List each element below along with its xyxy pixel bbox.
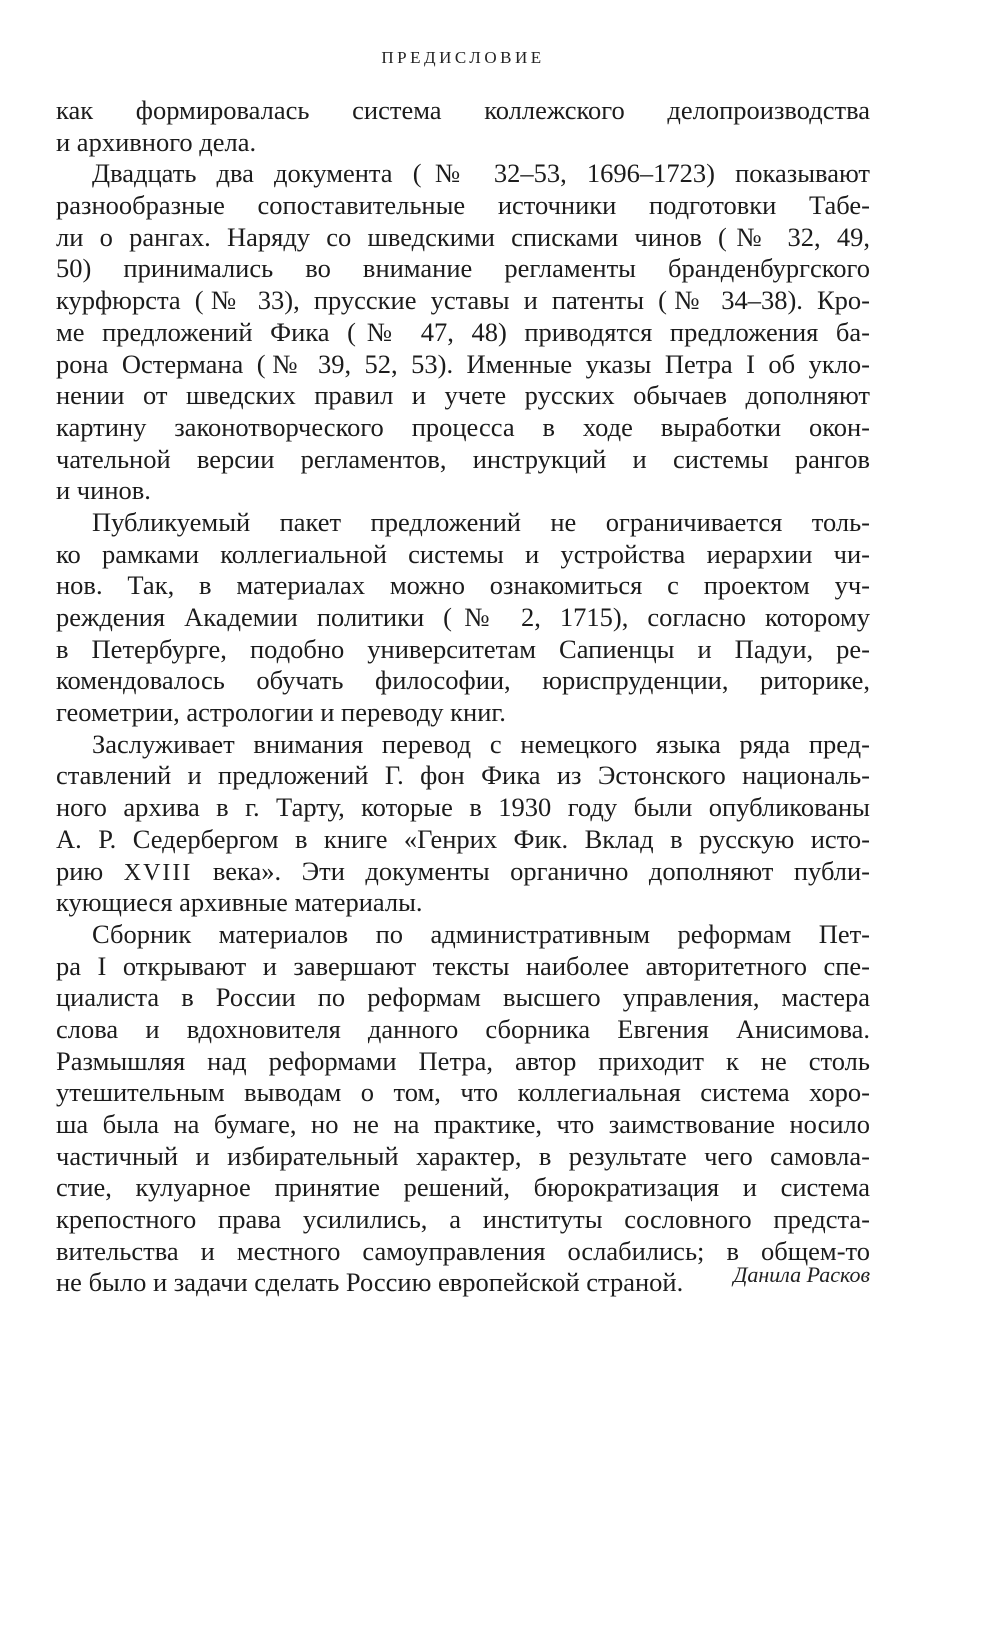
text-line: комендовалось обучать философии, юриспруденции, риторике, <box>56 665 870 696</box>
text-line: кующиеся архивные материалы. <box>56 887 423 918</box>
text-line: картину законотворческого процесса в ходе выработки окон- <box>56 411 870 442</box>
text-line: не было и задачи сделать Россию европейской страной. <box>56 1267 684 1298</box>
text-line: в Петербурге, подобно университетам Сапиенцы и Падуи, ре- <box>56 633 870 664</box>
text-line: 50) принимались во внимание регламенты бранденбургского <box>56 253 870 284</box>
text-line: ного архива в г. Тарту, которые в 1930 году были опубликованы <box>56 792 870 823</box>
paragraph-2 <box>56 158 870 507</box>
text-line: слова и вдохновителя данного сборника Евгения Анисимова. <box>56 1013 870 1044</box>
text-line: нов. Так, в материалах можно ознакомиться с проектом уч- <box>56 570 870 601</box>
body-text <box>56 95 870 1299</box>
text-line: ша была на бумаге, но не на практике, что заимствование носило <box>56 1109 870 1139</box>
text-line: ко рамками коллегиальной системы и устройства иерархии чи- <box>56 538 870 569</box>
text-line: рона Остермана (№ 39, 52, 53). Именные указы Петра I об укло- <box>56 348 870 379</box>
text-line: Размышляя над реформами Петра, автор приходит к не столь <box>56 1045 870 1076</box>
text-line: геометрии, астрологии и переводу книг. <box>56 697 506 728</box>
text-line: стие, кулуарное принятие решений, бюрократизация и система <box>56 1172 870 1203</box>
paragraph-4 <box>56 729 870 919</box>
text-line: ли о рангах. Наряду со шведскими списками чинов (№ 32, 49, <box>56 221 870 252</box>
text-line: утешительным выводам о том, что коллегиальная система хоро- <box>56 1077 870 1108</box>
text-line: А. Р. Седербергом в книге «Генрих Фик. Вклад в русскую исто- <box>56 823 870 854</box>
text-line: частичный и избирательный характер, в результате чего самовла- <box>56 1140 870 1171</box>
text-line: Заслуживает внимания перевод с немецкого языка ряда пред- <box>92 728 870 759</box>
text-line: Сборник материалов по административным реформам Пет- <box>92 918 870 949</box>
text-fragment: рию <box>56 855 124 886</box>
text-line: и чинов. <box>56 475 151 506</box>
document-page <box>56 0 870 1633</box>
text-line: ме предложений Фика (№ 47, 48) приводятся предложения ба- <box>56 316 870 347</box>
text-line: чательной версии регламентов, инструкций и системы рангов <box>56 443 870 474</box>
text-line: реждения Академии политики (№ 2, 1715), согласно которому <box>56 602 870 632</box>
text-line: нении от шведских правил и учете русских обычаев дополняют <box>56 380 870 411</box>
text-line: циалиста в России по реформам высшего управления, мастера <box>56 982 870 1013</box>
text-line: ставлений и предложений Г. фон Фика из Эстонского националь- <box>56 760 870 791</box>
text-line <box>56 856 870 888</box>
text-line: Двадцать два документа (№ 32–53, 1696–1723) показывают <box>92 158 870 189</box>
text-line: курфюрста (№ 33), прусские уставы и патенты (№ 34–38). Кро- <box>56 285 870 316</box>
text-line: разнообразные сопоставительные источники подготовки Табе- <box>56 190 870 221</box>
text-line: крепостного права усилились, а институты сословного предста- <box>56 1204 870 1235</box>
text-line: ра I открывают и завершают тексты наиболее авторитетного спе- <box>56 950 870 981</box>
text-line: как формировалась система коллежского делопроизводства <box>56 95 870 125</box>
text-fragment: века». Эти документы органично дополняют публи- <box>192 855 871 886</box>
text-line: и архивного дела. <box>56 126 257 157</box>
text-line: вительства и местного самоуправления ослабились; в общем-то <box>56 1235 870 1266</box>
text-line: Публикуемый пакет предложений не ограничивается толь- <box>92 506 870 537</box>
paragraph-1 <box>56 95 870 158</box>
century-numeral: XVIII <box>123 859 193 886</box>
running-head: ПРЕДИСЛОВИЕ <box>381 48 545 67</box>
paragraph-3 <box>56 507 870 729</box>
paragraph-5 <box>56 919 870 1299</box>
author-signature: Данила Расков <box>733 1262 870 1287</box>
